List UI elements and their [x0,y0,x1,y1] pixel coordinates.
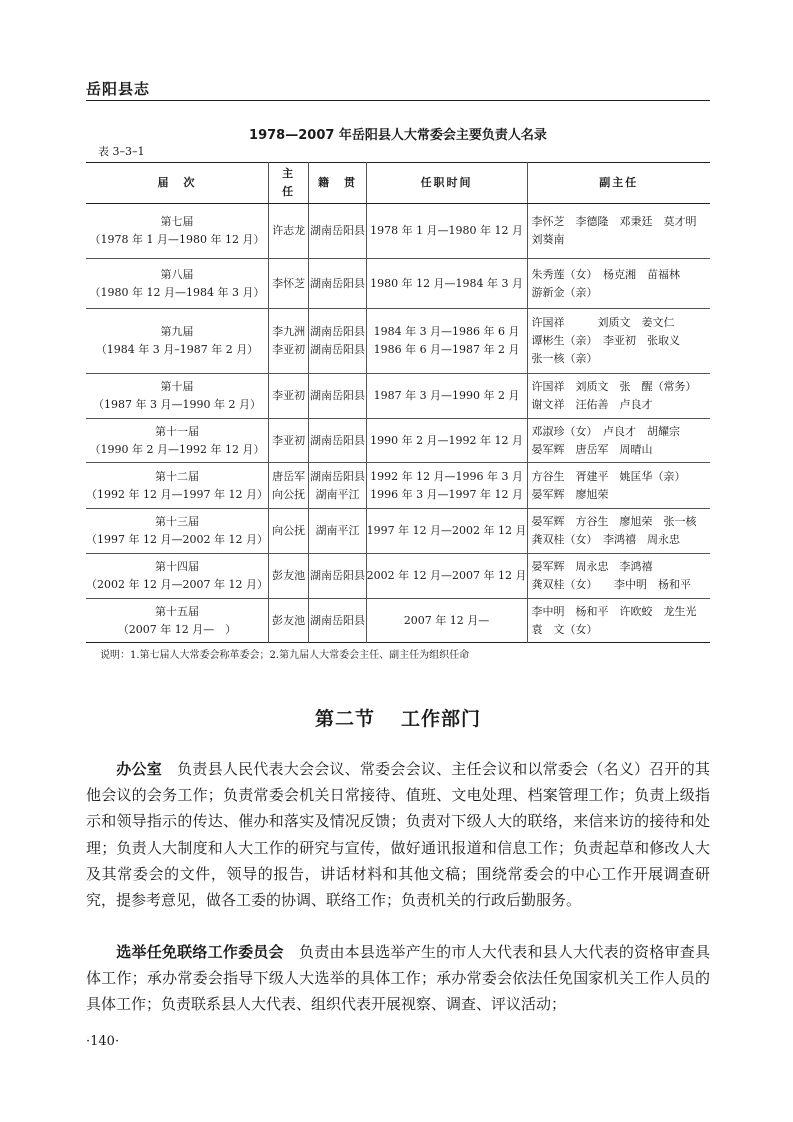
section-title: 工作部门 [401,708,482,730]
origin-text: 湖南岳阳县 [309,276,365,290]
term-cell [366,463,527,509]
session-period: （1980 年 12 月—1984 年 3 月） [89,285,265,299]
session-cell [86,599,268,643]
director-name: 许志龙 [272,224,306,237]
deputies-line: 晏军辉 方谷生 廖旭荣 张一核 [531,515,697,528]
deputies-line: 晏军辉 廖旭荣 [531,487,609,501]
session-name: 第十二届 [154,469,199,483]
session-period: （1990 年 2 月—1992 年 12 月） [89,442,265,456]
term-text: 1996 年 3 月—1997 年 12 月 [370,487,524,501]
origin-text: 湖南岳阳县 [309,469,365,483]
director-name: 向公抚 [272,524,306,537]
paragraph-text: 负责由本县选举产生的市人大代表和县人大代表的资格审查具体工作；承办常委会指导下级人大选举的具体工作；承办常委会依法任免国家机关工作人员的具体工作；负责联系县人大代表、组织代表开展视察、调查、评议活动； [86,943,710,1014]
origin-text: 湖南岳阳县 [309,389,365,402]
table-row [86,374,710,419]
director-name: 彭友池 [272,569,306,582]
origin-cell [309,419,366,463]
session-name: 第七届 [160,215,194,228]
origin-cell [309,374,366,419]
session-name: 第十五届 [154,604,199,618]
table-row [86,419,710,463]
roster-table [86,162,710,643]
origin-text: 湖南平江 [315,524,360,537]
session-cell [86,463,268,509]
director-name: 向公抚 [272,487,306,501]
director-cell [268,374,308,419]
deputies-line: 龚双桂（女） 李鸿禧 周永忠 [531,533,681,546]
section-heading [86,704,710,731]
table-title: 1978—2007 年岳阳县人大常委会主要负责人名录 [249,128,547,143]
session-name: 第八届 [160,267,194,281]
header-term: 任职时间 [366,163,527,204]
origin-text: 湖南平江 [315,487,360,501]
session-cell [86,259,268,309]
table-row [86,204,710,259]
header-origin: 籍 贯 [309,163,366,204]
director-name: 彭友池 [272,613,306,627]
deputies-line: 许国祥 刘质文 姜文仁 [531,316,675,329]
table-header-row [86,163,710,204]
origin-cell [309,309,366,374]
origin-text: 湖南岳阳县 [309,569,365,582]
deputies-cell [527,309,710,374]
origin-text: 湖南岳阳县 [309,325,365,338]
origin-text: 湖南岳阳县 [309,433,365,447]
table-note: 说明：1.第七届人大常委会称革委会；2.第九届人大常委会主任、副主任为组织任命 [100,650,470,661]
origin-cell [309,259,366,309]
paragraph-office [86,756,710,913]
term-text: 1986 年 6 月—1987 年 2 月 [373,343,520,356]
table-row [86,463,710,509]
paragraph-election-committee [86,939,710,1018]
section-number: 第二节 [314,708,375,730]
paragraph-lead: 选举任免联络工作委员会 [116,943,284,961]
director-name: 李九洲 [272,325,306,338]
session-cell [86,554,268,599]
session-name: 第十届 [160,380,194,393]
director-name: 李亚初 [272,433,306,447]
header-session: 届 次 [86,163,268,204]
term-text: 1992 年 12 月—1996 年 3 月 [370,469,524,483]
director-cell [268,509,308,554]
session-name: 第十四届 [154,560,199,573]
running-header: 岳阳县志 [86,80,151,98]
director-cell [268,463,308,509]
term-text: 1987 年 3 月—1990 年 2 月 [373,389,520,402]
header-deputies: 副主任 [527,163,710,204]
term-cell [366,374,527,419]
origin-text: 湖南岳阳县 [309,224,365,237]
term-text: 1997 年 12 月—2002 年 12 月 [366,524,527,537]
director-name: 唐岳军 [272,469,306,483]
session-period: （1987 年 3 月—1990 年 2 月） [93,398,261,411]
term-cell [366,509,527,554]
origin-text: 湖南岳阳县 [309,343,365,356]
deputies-cell [527,463,710,509]
table-row [86,599,710,643]
deputies-cell [527,419,710,463]
deputies-cell [527,374,710,419]
session-cell [86,204,268,259]
origin-cell [309,463,366,509]
deputies-line: 方谷生 胥建平 姚匡华（亲） [531,469,686,483]
director-name: 李亚初 [272,389,306,402]
table-row [86,554,710,599]
director-cell [268,259,308,309]
deputies-cell [527,599,710,643]
table-row [86,309,710,374]
session-name: 第十一届 [154,424,199,438]
director-cell [268,309,308,374]
director-cell [268,204,308,259]
term-text: 1990 年 2 月—1992 年 12 月 [370,433,524,447]
director-name: 李怀芝 [272,276,306,290]
deputies-line: 晏军辉 唐岳军 周晴山 [531,442,653,456]
session-period: （1978 年 1 月—1980 年 12 月） [89,233,265,246]
header-rule [86,100,710,101]
origin-cell [309,554,366,599]
deputies-line: 谢文祥 汪佑善 卢良才 [531,398,653,411]
director-cell [268,419,308,463]
origin-cell [309,599,366,643]
deputies-line: 朱秀莲（女） 杨克湘 苗福林 [531,267,681,281]
session-name: 第十三届 [154,515,199,528]
term-text: 2002 年 12 月—2007 年 12 月 [366,569,527,582]
paragraph-text: 负责县人民代表大会会议、常委会会议、主任会议和以常委会（名义）召开的其他会议的会务工作；负责常委会机关日常接待、值班、文电处理、档案管理工作；负责上级指示和领导指示的传达、催办和落实及情况反馈；负责对下级人大的联络，来信来访的接待和处理；负责人大制度和人大工作的研究与宣传，做好通讯报道和信息工作；负责起草和修改人大及其常委会的文件，领导的报告，讲话材料和其他文稿；围绕常委会的中心工作开展调查研究，提参考意见，做各工委的协调、联络工作；负责机关的行政后勤服务。 [86,760,710,910]
deputies-line: 袁 文（女） [531,622,598,636]
session-cell [86,509,268,554]
term-text: 1984 年 3 月—1986 年 6 月 [373,325,520,338]
session-cell [86,419,268,463]
deputies-cell [527,204,710,259]
term-text: 1980 年 12 月—1984 年 3 月 [370,276,524,290]
deputies-line: 许国祥 刘质文 张 醒（常务） [531,380,697,393]
deputies-line: 李中明 杨和平 许欧蛟 龙生光 [531,604,697,618]
term-cell [366,554,527,599]
term-text: 1978 年 1 月—1980 年 12 月 [370,224,524,237]
deputies-line: 龚双桂（女） 李中明 杨和平 [531,578,692,591]
origin-cell [309,509,366,554]
table-row [86,259,710,309]
term-cell [366,419,527,463]
session-cell [86,374,268,419]
deputies-line: 谭彬生（亲） 李亚初 张取义 [531,334,681,347]
session-period: （1997 年 12 月—2002 年 12 月） [86,533,268,546]
deputies-cell [527,259,710,309]
origin-cell [309,204,366,259]
header-director: 主 任 [268,163,308,204]
term-cell [366,599,527,643]
origin-text: 湖南岳阳县 [309,613,365,627]
deputies-line: 张一核（亲） [531,352,598,365]
deputies-cell [527,509,710,554]
session-name: 第九届 [160,325,194,338]
deputies-line: 晏军辉 周永忠 李鸿禧 [531,560,653,573]
term-cell [366,204,527,259]
deputies-cell [527,554,710,599]
term-cell [366,259,527,309]
session-period: （2007 年 12 月— ） [117,622,237,636]
deputies-line: 游新金（亲） [531,285,598,299]
deputies-line: 邓淑珍（女） 卢良才 胡耀宗 [531,424,681,438]
page-number: ·140· [86,1034,120,1049]
director-cell [268,599,308,643]
paragraph-lead: 办公室 [116,760,162,778]
table-row [86,509,710,554]
term-cell [366,309,527,374]
director-name: 李亚初 [272,343,306,356]
table-number: 表 3–3–1 [98,145,145,158]
term-text: 2007 年 12 月— [403,613,490,627]
session-cell [86,309,268,374]
session-period: （1992 年 12 月—1997 年 12 月） [86,487,268,501]
session-period: （2002 年 12 月—2007 年 12 月） [86,578,268,591]
director-cell [268,554,308,599]
session-period: （1984 年 3 月–1987 年 2 月） [95,343,259,356]
deputies-line: 李怀芝 李德隆 邓秉廷 莫才明 [531,215,697,228]
deputies-line: 刘葵南 [531,233,565,246]
